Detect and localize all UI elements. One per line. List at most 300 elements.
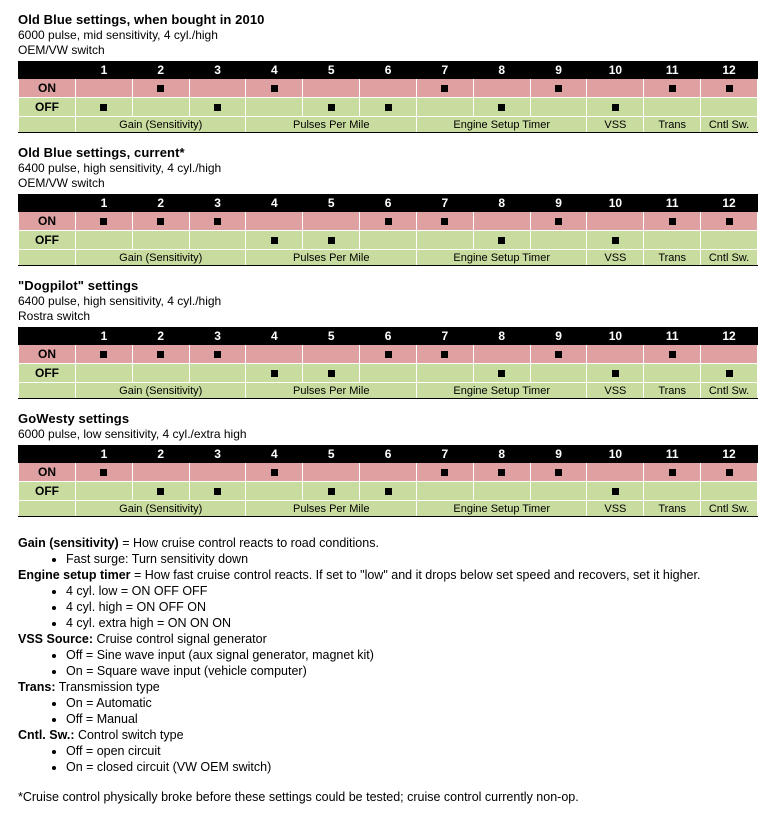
- switch-table-block: [18, 145, 757, 266]
- switch-marker-icon: [555, 469, 562, 476]
- switch-cell-5-on[interactable]: [303, 212, 360, 231]
- switch-cell-7-off[interactable]: [416, 98, 473, 117]
- switch-cell-4-on[interactable]: [246, 463, 303, 482]
- switch-marker-icon: [441, 469, 448, 476]
- switch-marker-icon: [669, 218, 676, 225]
- group-label-3: VSS: [587, 501, 644, 517]
- row-label-on: ON: [19, 212, 76, 231]
- column-header-8: 8: [473, 195, 530, 212]
- switch-cell-11-on[interactable]: [644, 463, 701, 482]
- dip-switch-table: [18, 194, 758, 266]
- switch-marker-icon: [214, 351, 221, 358]
- legend-vss-bullets: [18, 647, 757, 679]
- row-label-on: ON: [19, 345, 76, 364]
- switch-marker-icon: [271, 237, 278, 244]
- group-corner-cell: [19, 501, 76, 517]
- column-header-9: 9: [530, 195, 587, 212]
- switch-marker-icon: [612, 237, 619, 244]
- switch-cell-4-off[interactable]: [246, 482, 303, 501]
- legend-section: [18, 535, 757, 805]
- switch-marker-icon: [726, 85, 733, 92]
- switch-cell-6-on[interactable]: [360, 212, 417, 231]
- legend-cntl-term: Cntl. Sw.:: [18, 728, 75, 742]
- switch-marker-icon: [441, 85, 448, 92]
- column-header-12: 12: [701, 446, 758, 463]
- group-label-4: Trans: [644, 383, 701, 399]
- legend-trans-term: Trans:: [18, 680, 56, 694]
- column-header-8: 8: [473, 328, 530, 345]
- list-item: • On = closed circuit (VW OEM switch): [66, 759, 757, 775]
- column-header-11: 11: [644, 328, 701, 345]
- table-subtitle-spec: 6000 pulse, low sensitivity, 4 cyl./extra high: [18, 427, 247, 441]
- legend-cntl-definition: Control switch type: [74, 728, 184, 742]
- group-label-2: Engine Setup Timer: [416, 383, 586, 399]
- table-subtitle-spec: 6400 pulse, high sensitivity, 4 cyl./high: [18, 294, 222, 308]
- header-corner-cell: [19, 195, 76, 212]
- switch-cell-2-off[interactable]: [132, 482, 189, 501]
- switch-cell-12-off[interactable]: [701, 364, 758, 383]
- switch-cell-5-on[interactable]: [303, 79, 360, 98]
- column-header-6: 6: [360, 62, 417, 79]
- column-header-12: 12: [701, 195, 758, 212]
- switch-marker-icon: [157, 218, 164, 225]
- column-header-2: 2: [132, 446, 189, 463]
- group-corner-cell: [19, 383, 76, 399]
- switch-cell-2-on[interactable]: [132, 463, 189, 482]
- legend-cntl-bullets: [18, 743, 757, 775]
- column-header-6: 6: [360, 446, 417, 463]
- legend-gain-bullets: [18, 551, 757, 567]
- switch-cell-12-on[interactable]: [701, 345, 758, 364]
- group-label-4: Trans: [644, 117, 701, 133]
- switch-marker-icon: [498, 469, 505, 476]
- switch-cell-6-off[interactable]: [360, 482, 417, 501]
- switch-cell-11-on[interactable]: [644, 212, 701, 231]
- switch-cell-9-off[interactable]: [530, 98, 587, 117]
- switch-cell-10-off[interactable]: [587, 98, 644, 117]
- switch-cell-5-off[interactable]: [303, 482, 360, 501]
- column-header-1: 1: [76, 446, 133, 463]
- switch-cell-6-off[interactable]: [360, 231, 417, 250]
- legend-timer-term: Engine setup timer: [18, 568, 131, 582]
- switch-cell-3-off[interactable]: [189, 231, 246, 250]
- header-corner-cell: [19, 446, 76, 463]
- table-header-row: [19, 446, 758, 463]
- switch-cell-3-off[interactable]: [189, 364, 246, 383]
- switch-cell-2-on[interactable]: [132, 212, 189, 231]
- switch-marker-icon: [100, 218, 107, 225]
- switch-marker-icon: [612, 104, 619, 111]
- switch-marker-icon: [669, 469, 676, 476]
- switch-marker-icon: [726, 469, 733, 476]
- row-label-off: OFF: [19, 364, 76, 383]
- column-header-12: 12: [701, 62, 758, 79]
- group-label-0: Gain (Sensitivity): [76, 117, 246, 133]
- switch-marker-icon: [328, 237, 335, 244]
- column-header-5: 5: [303, 446, 360, 463]
- switch-row-on: [19, 79, 758, 98]
- switch-cell-1-on[interactable]: [76, 79, 133, 98]
- list-item: • 4 cyl. high = ON OFF ON: [66, 599, 757, 615]
- row-label-off: OFF: [19, 231, 76, 250]
- switch-marker-icon: [157, 85, 164, 92]
- switch-marker-icon: [157, 351, 164, 358]
- group-label-3: VSS: [587, 383, 644, 399]
- switch-row-on: [19, 463, 758, 482]
- column-header-2: 2: [132, 328, 189, 345]
- column-header-2: 2: [132, 62, 189, 79]
- switch-cell-4-on[interactable]: [246, 345, 303, 364]
- table-subtitle-switch: OEM/VW switch: [18, 43, 105, 57]
- column-header-4: 4: [246, 446, 303, 463]
- switch-cell-8-on[interactable]: [473, 212, 530, 231]
- group-label-3: VSS: [587, 117, 644, 133]
- switch-cell-9-off[interactable]: [530, 482, 587, 501]
- switch-cell-8-off[interactable]: [473, 98, 530, 117]
- legend-timer-bullets: [18, 583, 757, 631]
- switch-marker-icon: [385, 351, 392, 358]
- switch-cell-1-on[interactable]: [76, 345, 133, 364]
- switch-row-off: [19, 364, 758, 383]
- switch-cell-4-off[interactable]: [246, 98, 303, 117]
- column-header-7: 7: [416, 62, 473, 79]
- column-header-4: 4: [246, 328, 303, 345]
- switch-row-on: [19, 345, 758, 364]
- switch-cell-4-on[interactable]: [246, 212, 303, 231]
- column-header-1: 1: [76, 62, 133, 79]
- switch-cell-11-off[interactable]: [644, 482, 701, 501]
- group-label-5: Cntl Sw.: [701, 117, 758, 133]
- switch-cell-8-off[interactable]: [473, 482, 530, 501]
- column-header-9: 9: [530, 62, 587, 79]
- switch-cell-8-on[interactable]: [473, 345, 530, 364]
- switch-cell-4-on[interactable]: [246, 79, 303, 98]
- switch-marker-icon: [100, 469, 107, 476]
- switch-cell-1-off[interactable]: [76, 364, 133, 383]
- switch-cell-7-on[interactable]: [416, 463, 473, 482]
- group-corner-cell: [19, 117, 76, 133]
- switch-marker-icon: [441, 351, 448, 358]
- column-header-12: 12: [701, 328, 758, 345]
- group-label-0: Gain (Sensitivity): [76, 501, 246, 517]
- switch-cell-12-off[interactable]: [701, 482, 758, 501]
- switch-row-off: [19, 231, 758, 250]
- column-header-7: 7: [416, 328, 473, 345]
- table-header-row: [19, 328, 758, 345]
- switch-cell-7-off[interactable]: [416, 231, 473, 250]
- switch-cell-5-off[interactable]: [303, 231, 360, 250]
- column-header-5: 5: [303, 62, 360, 79]
- table-subtitle-switch: Rostra switch: [18, 309, 91, 323]
- dip-switch-table: [18, 445, 758, 517]
- column-header-9: 9: [530, 446, 587, 463]
- list-item: • Off = Manual: [66, 711, 757, 727]
- switch-cell-3-off[interactable]: [189, 482, 246, 501]
- group-label-row: [19, 250, 758, 266]
- group-label-1: Pulses Per Mile: [246, 250, 416, 266]
- row-label-on: ON: [19, 463, 76, 482]
- column-header-5: 5: [303, 328, 360, 345]
- switch-cell-12-on[interactable]: [701, 463, 758, 482]
- legend-trans-bullets: [18, 695, 757, 727]
- switch-cell-7-on[interactable]: [416, 79, 473, 98]
- switch-cell-11-on[interactable]: [644, 79, 701, 98]
- switch-cell-2-off[interactable]: [132, 231, 189, 250]
- switch-cell-10-off[interactable]: [587, 364, 644, 383]
- group-label-1: Pulses Per Mile: [246, 117, 416, 133]
- switch-cell-11-off[interactable]: [644, 98, 701, 117]
- switch-marker-icon: [328, 488, 335, 495]
- switch-marker-icon: [498, 237, 505, 244]
- switch-cell-6-on[interactable]: [360, 345, 417, 364]
- switch-row-off: [19, 482, 758, 501]
- switch-marker-icon: [385, 218, 392, 225]
- switch-cell-12-off[interactable]: [701, 231, 758, 250]
- switch-marker-icon: [100, 351, 107, 358]
- switch-marker-icon: [100, 104, 107, 111]
- switch-cell-10-off[interactable]: [587, 482, 644, 501]
- column-header-7: 7: [416, 446, 473, 463]
- group-label-3: VSS: [587, 250, 644, 266]
- table-header-row: [19, 195, 758, 212]
- switch-cell-12-on[interactable]: [701, 212, 758, 231]
- column-header-11: 11: [644, 195, 701, 212]
- switch-cell-2-on[interactable]: [132, 79, 189, 98]
- footnote: *Cruise control physically broke before these settings could be tested; cruise control currently non-op.: [18, 790, 579, 804]
- table-header-row: [19, 62, 758, 79]
- legend-timer-line: [18, 567, 757, 583]
- column-header-4: 4: [246, 62, 303, 79]
- group-label-2: Engine Setup Timer: [416, 117, 586, 133]
- switch-cell-1-on[interactable]: [76, 212, 133, 231]
- table-subtitle-switch: OEM/VW switch: [18, 176, 105, 190]
- switch-marker-icon: [385, 104, 392, 111]
- switch-cell-10-on[interactable]: [587, 463, 644, 482]
- switch-marker-icon: [214, 104, 221, 111]
- row-label-off: OFF: [19, 482, 76, 501]
- switch-cell-2-on[interactable]: [132, 345, 189, 364]
- column-header-3: 3: [189, 62, 246, 79]
- column-header-10: 10: [587, 446, 644, 463]
- switch-cell-11-on[interactable]: [644, 345, 701, 364]
- switch-cell-7-on[interactable]: [416, 345, 473, 364]
- switch-marker-icon: [328, 370, 335, 377]
- switch-marker-icon: [385, 488, 392, 495]
- list-item: • On = Square wave input (vehicle computer): [66, 663, 757, 679]
- switch-marker-icon: [328, 104, 335, 111]
- switch-cell-3-on[interactable]: [189, 345, 246, 364]
- column-header-11: 11: [644, 62, 701, 79]
- switch-cell-6-off[interactable]: [360, 98, 417, 117]
- switch-cell-4-off[interactable]: [246, 364, 303, 383]
- column-header-6: 6: [360, 195, 417, 212]
- switch-cell-5-on[interactable]: [303, 463, 360, 482]
- table-title: "Dogpilot" settings: [18, 278, 139, 293]
- column-header-10: 10: [587, 62, 644, 79]
- switch-cell-6-on[interactable]: [360, 463, 417, 482]
- switch-cell-11-off[interactable]: [644, 231, 701, 250]
- column-header-11: 11: [644, 446, 701, 463]
- list-item: • 4 cyl. low = ON OFF OFF: [66, 583, 757, 599]
- switch-cell-8-on[interactable]: [473, 463, 530, 482]
- column-header-8: 8: [473, 62, 530, 79]
- list-item: • Off = Sine wave input (aux signal generator, magnet kit): [66, 647, 757, 663]
- column-header-9: 9: [530, 328, 587, 345]
- column-header-1: 1: [76, 328, 133, 345]
- group-label-row: [19, 383, 758, 399]
- switch-table-block: [18, 278, 757, 399]
- group-label-5: Cntl Sw.: [701, 501, 758, 517]
- switch-cell-1-on[interactable]: [76, 463, 133, 482]
- group-label-2: Engine Setup Timer: [416, 250, 586, 266]
- switch-cell-9-off[interactable]: [530, 231, 587, 250]
- group-label-4: Trans: [644, 501, 701, 517]
- group-label-0: Gain (Sensitivity): [76, 250, 246, 266]
- list-item: • On = Automatic: [66, 695, 757, 711]
- switch-marker-icon: [555, 218, 562, 225]
- switch-cell-9-off[interactable]: [530, 364, 587, 383]
- switch-cell-1-off[interactable]: [76, 231, 133, 250]
- column-header-3: 3: [189, 328, 246, 345]
- column-header-1: 1: [76, 195, 133, 212]
- switch-cell-3-on[interactable]: [189, 212, 246, 231]
- column-header-2: 2: [132, 195, 189, 212]
- table-title: GoWesty settings: [18, 411, 130, 426]
- switch-cell-1-off[interactable]: [76, 98, 133, 117]
- legend-vss-definition: Cruise control signal generator: [93, 632, 267, 646]
- group-label-1: Pulses Per Mile: [246, 383, 416, 399]
- group-corner-cell: [19, 250, 76, 266]
- switch-marker-icon: [271, 469, 278, 476]
- switch-cell-5-off[interactable]: [303, 98, 360, 117]
- table-title: Old Blue settings, when bought in 2010: [18, 12, 265, 27]
- legend-trans-definition: Transmission type: [55, 680, 160, 694]
- legend-gain-definition: = How cruise control reacts to road conditions.: [118, 536, 379, 550]
- switch-cell-9-on[interactable]: [530, 212, 587, 231]
- switch-cell-7-on[interactable]: [416, 212, 473, 231]
- switch-cell-11-off[interactable]: [644, 364, 701, 383]
- switch-cell-10-off[interactable]: [587, 231, 644, 250]
- switch-cell-8-on[interactable]: [473, 79, 530, 98]
- group-label-0: Gain (Sensitivity): [76, 383, 246, 399]
- switch-tables-container: [18, 12, 757, 517]
- column-header-10: 10: [587, 195, 644, 212]
- switch-marker-icon: [498, 370, 505, 377]
- switch-cell-6-on[interactable]: [360, 79, 417, 98]
- switch-cell-10-on[interactable]: [587, 345, 644, 364]
- switch-marker-icon: [669, 85, 676, 92]
- table-subtitle-spec: 6400 pulse, high sensitivity, 4 cyl./high: [18, 161, 222, 175]
- group-label-1: Pulses Per Mile: [246, 501, 416, 517]
- switch-marker-icon: [441, 218, 448, 225]
- switch-marker-icon: [612, 370, 619, 377]
- list-item: • 4 cyl. extra high = ON ON ON: [66, 615, 757, 631]
- legend-vss-line: [18, 631, 757, 647]
- switch-cell-8-off[interactable]: [473, 364, 530, 383]
- switch-cell-12-on[interactable]: [701, 79, 758, 98]
- column-header-4: 4: [246, 195, 303, 212]
- group-label-2: Engine Setup Timer: [416, 501, 586, 517]
- switch-marker-icon: [271, 85, 278, 92]
- switch-marker-icon: [612, 488, 619, 495]
- column-header-7: 7: [416, 195, 473, 212]
- switch-cell-10-on[interactable]: [587, 79, 644, 98]
- switch-marker-icon: [271, 370, 278, 377]
- switch-cell-9-on[interactable]: [530, 345, 587, 364]
- switch-cell-2-off[interactable]: [132, 364, 189, 383]
- legend-cntl-line: [18, 727, 757, 743]
- legend-gain-line: [18, 535, 757, 551]
- row-label-off: OFF: [19, 98, 76, 117]
- header-corner-cell: [19, 62, 76, 79]
- table-title: Old Blue settings, current*: [18, 145, 185, 160]
- switch-cell-1-off[interactable]: [76, 482, 133, 501]
- switch-row-off: [19, 98, 758, 117]
- switch-marker-icon: [214, 488, 221, 495]
- switch-cell-8-off[interactable]: [473, 231, 530, 250]
- switch-cell-10-on[interactable]: [587, 212, 644, 231]
- group-label-5: Cntl Sw.: [701, 250, 758, 266]
- switch-cell-12-off[interactable]: [701, 98, 758, 117]
- switch-cell-5-off[interactable]: [303, 364, 360, 383]
- switch-marker-icon: [669, 351, 676, 358]
- row-label-on: ON: [19, 79, 76, 98]
- column-header-3: 3: [189, 446, 246, 463]
- column-header-10: 10: [587, 328, 644, 345]
- switch-cell-9-on[interactable]: [530, 79, 587, 98]
- switch-marker-icon: [157, 488, 164, 495]
- column-header-3: 3: [189, 195, 246, 212]
- switch-cell-3-on[interactable]: [189, 79, 246, 98]
- header-corner-cell: [19, 328, 76, 345]
- legend-gain-term: Gain (sensitivity): [18, 536, 119, 550]
- column-header-8: 8: [473, 446, 530, 463]
- switch-marker-icon: [555, 351, 562, 358]
- legend-vss-term: VSS Source:: [18, 632, 94, 646]
- switch-cell-7-off[interactable]: [416, 364, 473, 383]
- switch-marker-icon: [726, 218, 733, 225]
- column-header-5: 5: [303, 195, 360, 212]
- legend-timer-definition: = How fast cruise control reacts. If set to "low" and it drops below set speed and recovers, set it higher.: [130, 568, 701, 582]
- switch-marker-icon: [498, 104, 505, 111]
- column-header-6: 6: [360, 328, 417, 345]
- group-label-row: [19, 501, 758, 517]
- table-subtitle-spec: 6000 pulse, mid sensitivity, 4 cyl./high: [18, 28, 218, 42]
- group-label-4: Trans: [644, 250, 701, 266]
- switch-cell-3-off[interactable]: [189, 98, 246, 117]
- switch-cell-7-off[interactable]: [416, 482, 473, 501]
- list-item: • Off = open circuit: [66, 743, 757, 759]
- list-item: • Fast surge: Turn sensitivity down: [66, 551, 757, 567]
- switch-marker-icon: [214, 218, 221, 225]
- switch-table-block: [18, 12, 757, 133]
- switch-cell-9-on[interactable]: [530, 463, 587, 482]
- switch-cell-4-off[interactable]: [246, 231, 303, 250]
- switch-row-on: [19, 212, 758, 231]
- switch-marker-icon: [555, 85, 562, 92]
- switch-table-block: [18, 411, 757, 517]
- dip-switch-table: [18, 61, 758, 133]
- switch-cell-6-off[interactable]: [360, 364, 417, 383]
- switch-marker-icon: [726, 370, 733, 377]
- switch-cell-3-on[interactable]: [189, 463, 246, 482]
- group-label-row: [19, 117, 758, 133]
- switch-cell-5-on[interactable]: [303, 345, 360, 364]
- legend-trans-line: [18, 679, 757, 695]
- dip-switch-table: [18, 327, 758, 399]
- group-label-5: Cntl Sw.: [701, 383, 758, 399]
- switch-cell-2-off[interactable]: [132, 98, 189, 117]
